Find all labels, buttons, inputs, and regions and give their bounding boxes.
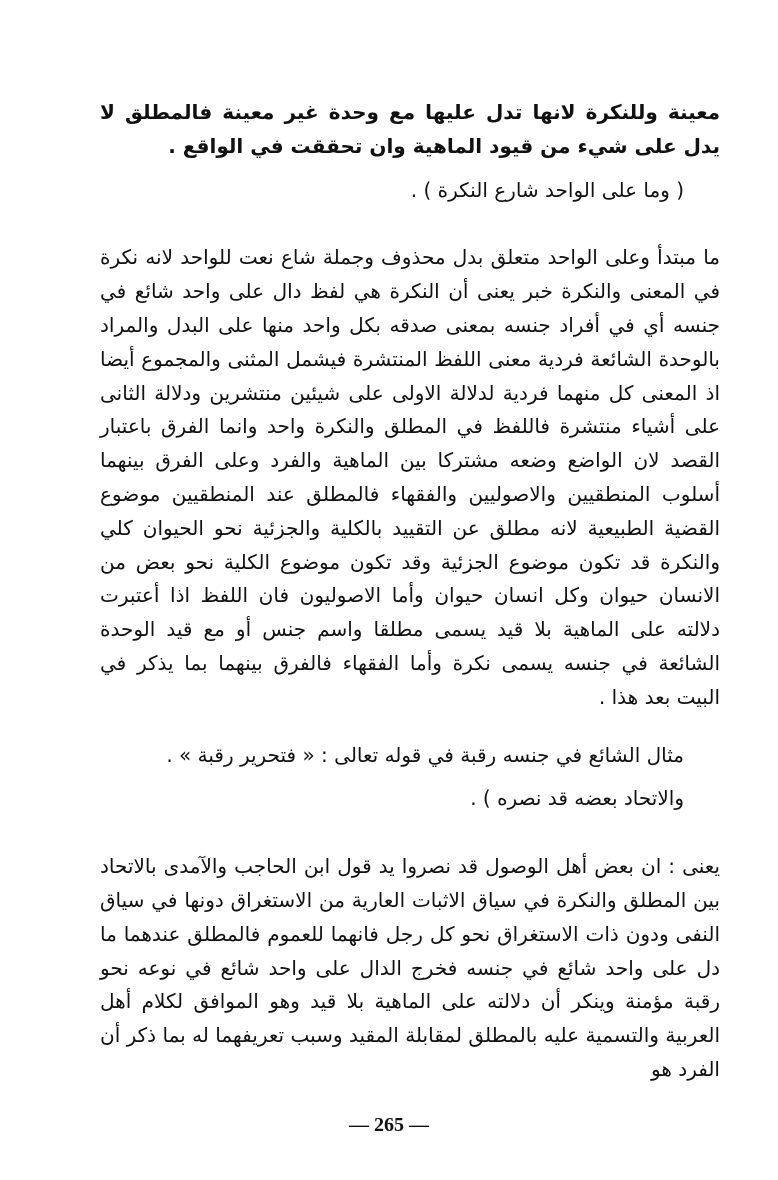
paragraph-intro: معينة وللنكرة لانها تدل عليها مع وحدة غير معينة فالمطلق لا يدل على شيء من قيود الماهية وان تحققت في الواقع . bbox=[100, 100, 720, 158]
verse-line-ittihad: والاتحاد بعضه قد نصره ) . bbox=[470, 786, 684, 811]
page-text bbox=[100, 96, 720, 1087]
example-line-quran: مثال الشائع في جنسه رقبة في قوله تعالى : « فتحرير رقبة » . bbox=[166, 742, 684, 767]
paragraph-commentary-ittihad: يعنى : ان بعض أهل الوصول قد نصروا يد قول ابن الحاجب والآمدى بالاتحاد بين المطلق والنكرة في سياق الاثبات العارية من الاستغراق دونها في سياق النفى ودون ذات الاستغراق نحو كل رجل فانهما للعموم فالمطلق عندهما ما دل على واحد شائع في جنسه فخرج الدال على واحد شائع في نوعه نحو رقبة مؤمنة وينكر أن دلالته على الماهية بلا قيد وهو الموافق لكلام أهل العربية والتسمية عليه بالمطلق لمقابلة المقيد وسبب تعريفهما له بما ذكر أن الفرد هو bbox=[100, 854, 720, 1081]
paragraph-commentary-nakira: ما مبتدأ وعلى الواحد متعلق بدل محذوف وجملة شاع نعت للواحد لانه نكرة في المعنى والنكرة خبر يعنى أن النكرة هي لفظ دال على واحد شائع في جنسه أي في أفراد جنسه بمعنى صدقه بكل واحد منها على البدل والمراد بالوحدة الشائعة فردية معنى اللفظ المنتشرة فيشمل المثنى والمجموع أيضا اذ المعنى كل منهما فردية لدلالة الاولى على شيئين منتشرين ودلالة الثانى على أشياء منتشرة فاللفظ في المطلق والنكرة واحد وانما الفرق باعتبار القصد لان الواضع وضعه مشتركا بين الماهية والفرد وعلى الفرق بينهما أسلوب المنطقيين والاصوليين والفقهاء فالمطلق عند المنطقيين موضوع القضية الطبيعية لانه مطلق عن التقييد بالكلية والجزئية نحو الحيوان كلي والنكرة قد تكون موضوع الجزئية وقد تكون موضوع الكلية نحو بعض من الانسان حيوان وكل انسان حيوان وأما الاصوليون فان اللفظ اذا أعتبرت دلالته على الماهية بلا قيد يسمى مطلقا واسم جنس أو مع قيد الوحدة الشائعة في جنسه يسمى نكرة وأما الفقهاء فالفرق بينهما بما يذكر في البيت بعد هذا . bbox=[100, 245, 720, 709]
page-number: — 265 — bbox=[349, 1114, 429, 1136]
verse-line-nakira: ( وما على الواحد شارع النكرة ) . bbox=[410, 177, 684, 202]
